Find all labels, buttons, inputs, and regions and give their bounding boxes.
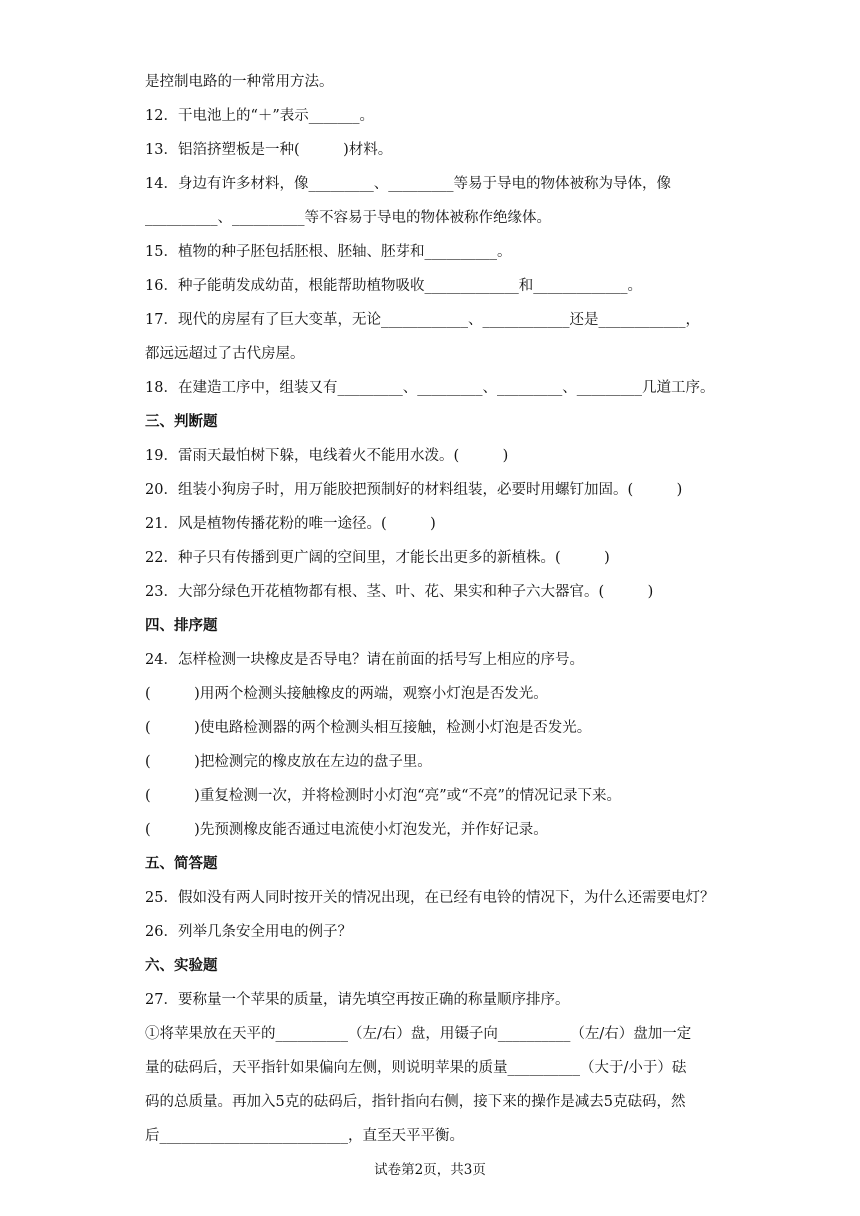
sort-step: ( )使电路检测器的两个检测头相互接触，检测小灯泡是否发光。 bbox=[145, 720, 592, 736]
section-heading: 四、排序题 bbox=[145, 617, 218, 634]
question-27: 27．要称量一个苹果的质量，请先填空再按正确的称量顺序排序。 bbox=[145, 992, 570, 1008]
sort-step: ( )重复检测一次，并将检测时小灯泡“亮”或“不亮”的情况记录下来。 bbox=[145, 788, 621, 804]
sort-step: ( )用两个检测头接触橡皮的两端，观察小灯泡是否发光。 bbox=[145, 686, 548, 702]
section-heading: 五、简答题 bbox=[145, 855, 218, 872]
question-23: 23．大部分绿色开花植物都有根、茎、叶、花、果实和种子六大器官。( ) bbox=[145, 584, 654, 600]
sort-step: ( )把检测完的橡皮放在左边的盘子里。 bbox=[145, 754, 432, 770]
question-25: 25．假如没有两人同时按开关的情况出现，在已经有电铃的情况下，为什么还需要电灯？ bbox=[145, 890, 715, 906]
question-20: 20．组装小狗房子时，用万能胶把预制好的材料组装，必要时用螺钉加固。( ) bbox=[145, 482, 683, 498]
question-26: 26．列举几条安全用电的例子？ bbox=[145, 924, 352, 940]
text-line: 都远远超过了古代房屋。 bbox=[145, 346, 305, 362]
page-footer: 试卷第2页，共3页 bbox=[374, 1162, 486, 1178]
question-22: 22．种子只有传播到更广阔的空间里，才能长出更多的新植株。( ) bbox=[145, 550, 610, 566]
text-line: 码的总质量。再加入5克的砝码后，指针指向右侧，接下来的操作是减去5克砝码，然 bbox=[145, 1094, 686, 1110]
text-line: 是控制电路的一种常用方法。 bbox=[145, 74, 334, 90]
section-heading: 六、实验题 bbox=[145, 957, 218, 974]
question-14: 14．身边有许多材料，像_________、_________等易于导电的物体被称为导体，像 bbox=[145, 176, 671, 192]
question-17: 17．现代的房屋有了巨大变革，无论____________、____________还是____________， bbox=[145, 312, 700, 328]
question-16: 16．种子能萌发成幼苗，根能帮助植物吸收_____________和_____________。 bbox=[145, 278, 642, 294]
text-line: ①将苹果放在天平的__________（左/右）盘，用镊子向__________（左/右）盘加一定 bbox=[145, 1026, 692, 1042]
text-line: __________、__________等不容易于导电的物体被称作绝缘体。 bbox=[145, 210, 551, 226]
question-24: 24．怎样检测一块橡皮是否导电？请在前面的括号写上相应的序号。 bbox=[145, 652, 584, 668]
text-line: 量的砝码后，天平指针如果偏向左侧，则说明苹果的质量__________（大于/小于）砝 bbox=[145, 1060, 687, 1076]
section-heading: 三、判断题 bbox=[145, 413, 218, 430]
text-line: 后__________________________，直至天平平衡。 bbox=[145, 1128, 464, 1144]
sort-step: ( )先预测橡皮能否通过电流使小灯泡发光，并作好记录。 bbox=[145, 822, 548, 838]
question-13: 13．铝箔挤塑板是一种( )材料。 bbox=[145, 142, 393, 158]
question-18: 18．在建造工序中，组装又有_________、_________、_________、_________几道工序。 bbox=[145, 380, 715, 396]
question-12: 12．干电池上的“＋”表示_______。 bbox=[145, 108, 375, 124]
question-15: 15．植物的种子胚包括胚根、胚轴、胚芽和__________。 bbox=[145, 244, 512, 260]
question-21: 21．风是植物传播花粉的唯一途径。( ) bbox=[145, 516, 436, 532]
question-19: 19．雷雨天最怕树下躲，电线着火不能用水泼。( ) bbox=[145, 448, 509, 464]
